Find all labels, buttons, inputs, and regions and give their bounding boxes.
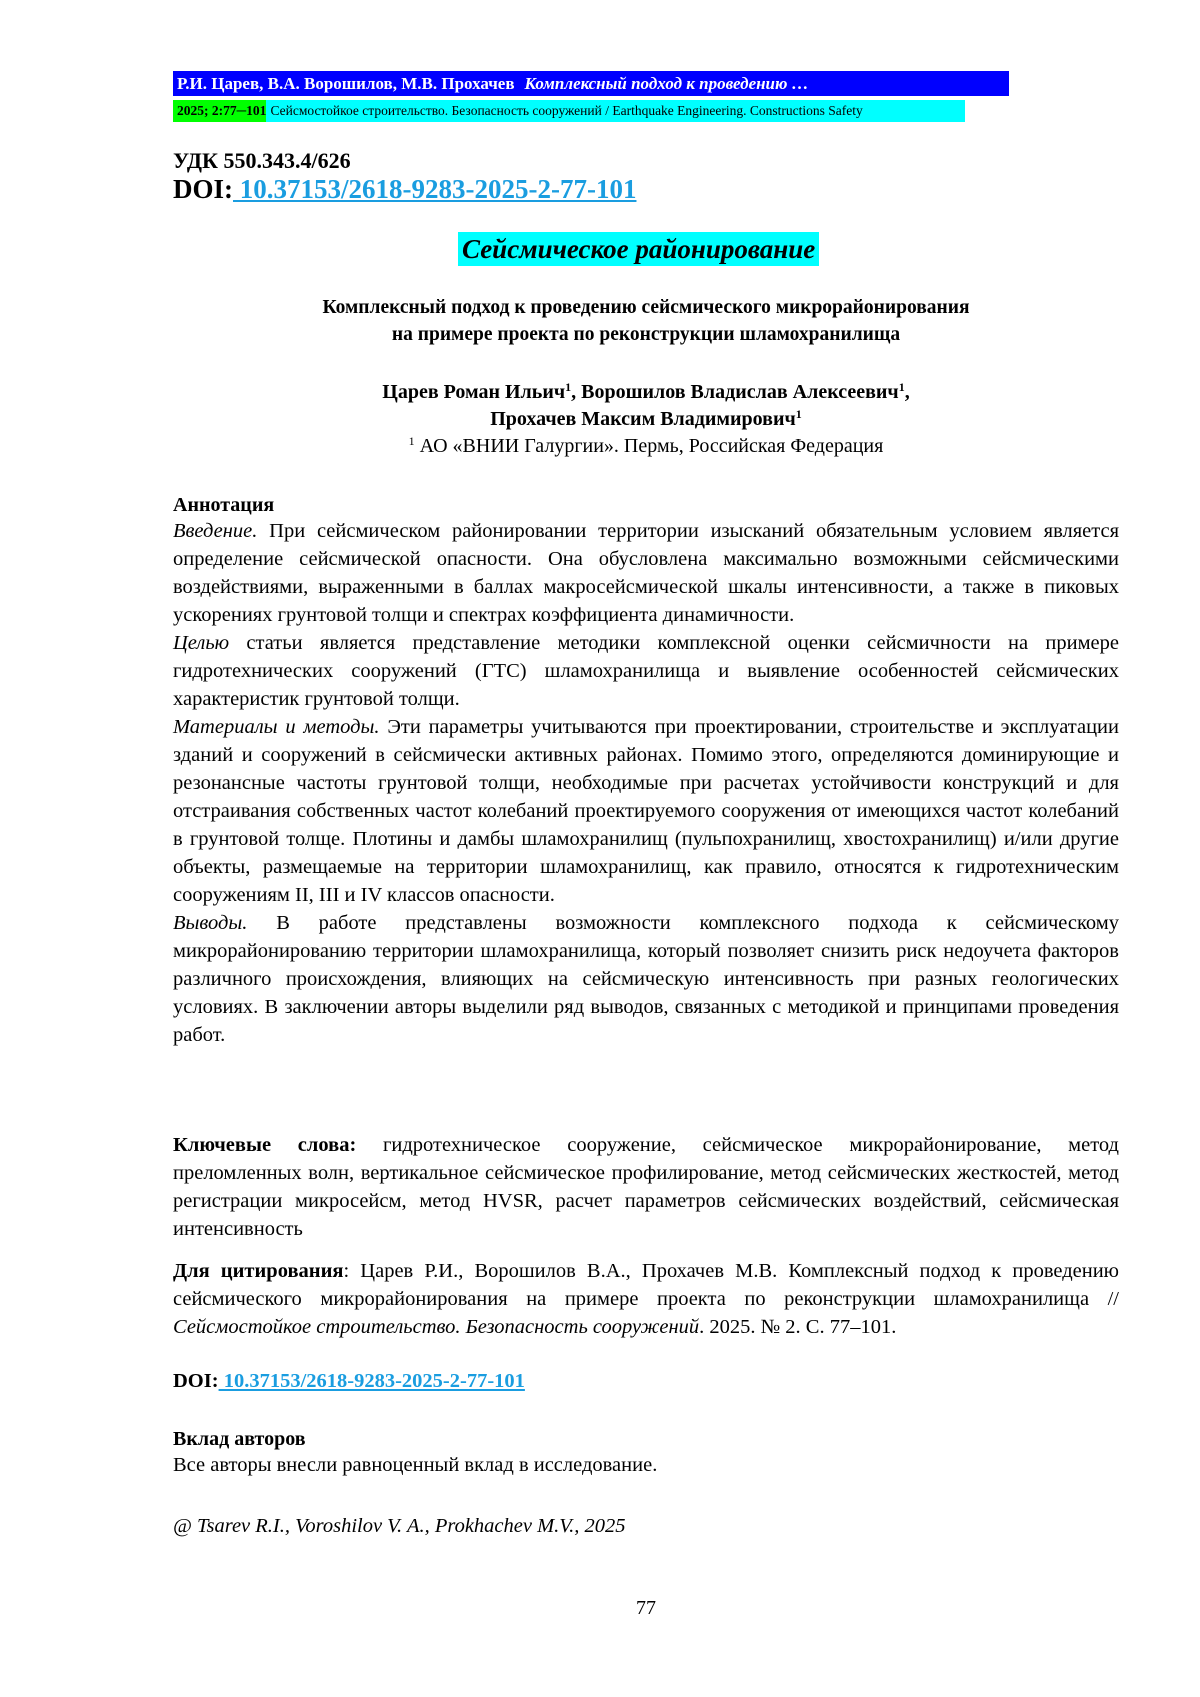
article-title-line2: на примере проекта по реконструкции шламохранилища — [173, 321, 1119, 348]
header-authors: Р.И. Царев, В.А. Ворошилов, М.В. Прохачев — [177, 74, 515, 93]
header-issue: 2025; 2:77─101 — [173, 100, 270, 122]
aim-text: статьи является представление методики комплексной оценки сейсмичности на примере гидротехнических сооружений (ГТС) шламохранилища и выявление особенностей сейсмических характеристик грунтовой толщи. — [173, 632, 1119, 710]
contribution-text: Все авторы внесли равноценный вклад в исследование. — [173, 1451, 1119, 1479]
methods-label: Материалы и методы. — [173, 716, 380, 738]
article-title-line1: Комплексный подход к проведению сейсмического микрорайонирования — [173, 294, 1119, 321]
intro-text: При сейсмическом районировании территории изысканий обязательным условием является определение сейсмической опасности. Она обусловлена максимально возможными сейсмическими воздействиями, выраженными в баллах макросейсмической шкалы интенсивности, а также в пиковых ускорениях грунтовой толщи и спектрах коэффициента динамичности. — [173, 520, 1119, 626]
keywords-label: Ключевые слова: — [173, 1134, 356, 1156]
author-2: , Ворошилов Владислав Алексеевич — [571, 381, 899, 403]
citation — [173, 1257, 1119, 1341]
aim-label: Целью — [173, 632, 229, 654]
affiliation-text: АО «ВНИИ Галургии». Пермь, Российская Федерация — [415, 435, 884, 457]
conclusions-label: Выводы. — [173, 912, 247, 934]
copyright: @ Tsarev R.I., Voroshilov V. A., Prokhachev M.V., 2025 — [173, 1512, 626, 1540]
affiliation — [173, 432, 1119, 460]
udk-code: УДК 550.343.4/626 — [173, 148, 351, 174]
citation-label: Для цитирования — [173, 1260, 344, 1282]
running-header-journal — [173, 100, 965, 122]
doi2-label: DOI: — [173, 1370, 219, 1392]
abstract-conclusions — [173, 909, 1119, 1049]
citation-doi — [173, 1367, 525, 1395]
author-1: Царев Роман Ильич — [382, 381, 565, 403]
affil-sup-2: 1 — [899, 380, 905, 394]
doi-label: DOI: — [173, 174, 233, 204]
page-number: 77 — [0, 1597, 1200, 1620]
methods-text: Эти параметры учитываются при проектировании, строительстве и эксплуатации зданий и сооружений в сейсмически активных районах. Помимо этого, определяются доминирующие и резонансные частоты грунтовой толщи, необходимые при расчетах устойчивости конструкций и для отстраивания собственных частот колебаний проектируемого сооружения от имеющихся частот колебаний в грунтовой толще. Плотины и дамбы шламохранилищ (пульпохранилищ, хвостохранилищ) и/или другие объекты, размещаемые на территории шламохранилищ, как правило, относятся к гидротехническим сооружениям II, III и IV классов опасности. — [173, 716, 1119, 906]
header-journal: Сейсмостойкое строительство. Безопасность сооружений / Earthquake Engineering. Constructions Safety — [266, 100, 965, 122]
affil-sup-1: 1 — [565, 380, 571, 394]
affil-mark: 1 — [409, 434, 415, 448]
doi-link[interactable]: 10.37153/2618-9283-2025-2-77-101 — [233, 174, 636, 204]
doi2-link[interactable]: 10.37153/2618-9283-2025-2-77-101 — [219, 1370, 525, 1392]
citation-journal: Сейсмостойкое строительство. Безопасность сооружений — [173, 1316, 699, 1338]
header-title: Комплексный подход к проведению … — [525, 74, 809, 93]
author-3: Прохачев Максим Владимирович — [490, 408, 796, 430]
citation-text2: . 2025. № 2. С. 77–101. — [699, 1316, 896, 1338]
abstract-body — [173, 517, 1119, 1049]
authors-line1 — [173, 378, 1119, 406]
keywords — [173, 1131, 1119, 1243]
affil-sup-3: 1 — [796, 407, 802, 421]
abstract-methods — [173, 713, 1119, 909]
abstract-aim — [173, 629, 1119, 713]
intro-label: Введение. — [173, 520, 257, 542]
keywords-text: гидротехническое сооружение, сейсмическое микрорайонирование, метод преломленных волн, вертикальное сейсмическое профилирование, метод сейсмических жесткостей, метод регистрации микросейсм, метод HVSR, расчет параметров сейсмических воздействий, сейсмическая интенсивность — [173, 1134, 1119, 1240]
abstract-intro — [173, 517, 1119, 629]
doi-line — [173, 174, 636, 205]
authors-line2 — [173, 405, 1119, 433]
conclusions-text: В работе представлены возможности комплексного подхода к сейсмическому микрорайонированию территории шламохранилища, который позволяет снизить риск недоучета факторов различного происхождения, влияющих на сейсмическую интенсивность при разных геологических условиях. В заключении авторы выделили ряд выводов, связанных с методикой и принципами проведения работ. — [173, 912, 1119, 1046]
contribution-heading: Вклад авторов — [173, 1425, 306, 1453]
citation-text1: : Царев Р.И., Ворошилов В.А., Прохачев М.В. Комплексный подход к проведению сейсмического микрорайонирования на примере проекта по реконструкции шламохранилища // — [173, 1260, 1119, 1310]
authors-comma: , — [905, 381, 910, 403]
citation-paragraph — [173, 1257, 1119, 1341]
keywords-paragraph — [173, 1131, 1119, 1243]
abstract-heading: Аннотация — [173, 491, 274, 519]
running-header-authors — [173, 71, 1009, 96]
section-title: Сейсмическое районирование — [458, 232, 819, 266]
